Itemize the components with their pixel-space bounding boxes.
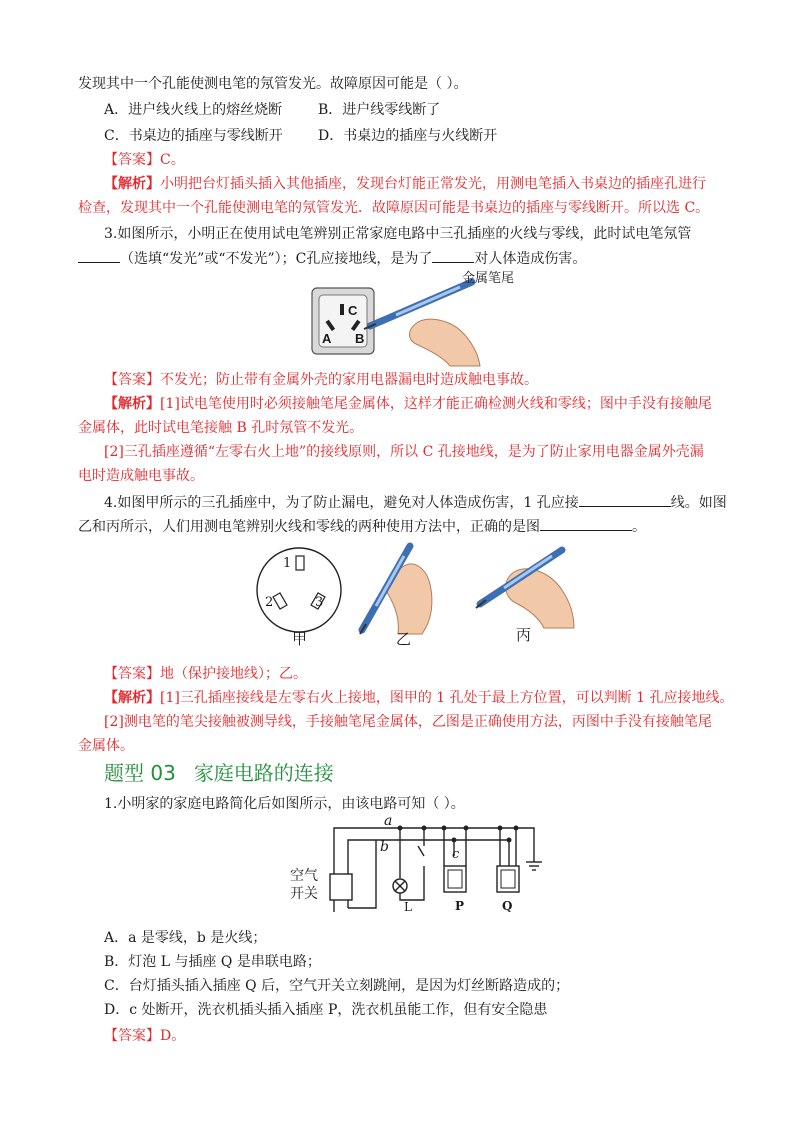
label-lamp-l: L bbox=[404, 900, 412, 914]
circuit-diagram bbox=[284, 816, 554, 916]
label-c: c bbox=[452, 847, 460, 862]
label-socket-q: Q bbox=[502, 899, 513, 913]
label-switch-1: 空气 bbox=[290, 867, 318, 883]
label-b: b bbox=[380, 839, 389, 855]
analysis-text: 小明把台灯插头插入其他插座，发现台灯能正常发光，用测电笔插入书桌边的插座孔进行 bbox=[160, 176, 706, 192]
answer-tag: 【答案】 bbox=[104, 372, 160, 388]
q1-option-b: B．灯泡 L 与插座 Q 是串联电路； bbox=[104, 954, 321, 970]
q3-analysis-line-3: [2]三孔插座遵循“左零右火上地”的接线原则，所以 C 孔接地线，是为了防止家用电器金属外壳漏 bbox=[104, 444, 704, 460]
label-switch-2: 开关 bbox=[290, 885, 318, 901]
option-c: C．书桌边的插座与零线断开 bbox=[104, 128, 283, 144]
q1-option-c: C．台灯插头插入插座 Q 后，空气开关立刻跳闸，是因为灯丝断路造成的； bbox=[104, 978, 570, 994]
pen-figure-yi bbox=[352, 538, 442, 638]
q4-line-1b: 线。如图 bbox=[670, 495, 727, 511]
hole-2-label: 2 bbox=[265, 595, 274, 610]
pen-figure-bing bbox=[470, 542, 580, 632]
answer-line bbox=[104, 150, 185, 170]
q3-line-2a: （选填“发光”或“不发光”）；C孔应接地线，是为了 bbox=[120, 251, 433, 267]
label-hole-b: B bbox=[355, 331, 365, 346]
caption-jia: 甲 bbox=[292, 630, 308, 648]
section-title: 家庭电路的连接 bbox=[193, 761, 334, 785]
q1-answer-line bbox=[104, 1026, 185, 1046]
q4-analysis-line-3: 金属体。 bbox=[78, 738, 134, 754]
label-socket-p: P bbox=[455, 899, 465, 913]
q4-answer-line bbox=[104, 664, 307, 684]
analysis-line-1 bbox=[104, 174, 706, 194]
analysis-tag: 【解析】 bbox=[104, 176, 160, 192]
q4-analysis-line-1 bbox=[104, 688, 733, 708]
q3-analysis-line-2: 金属体，此时试电笔接触 B 孔时氖管不发光。 bbox=[78, 420, 364, 436]
option-d: D．书桌边的插座与火线断开 bbox=[318, 128, 498, 144]
answer-text: D。 bbox=[160, 1028, 186, 1044]
answer-text: 地（保护接地线）；乙。 bbox=[160, 666, 307, 682]
caption-yi: 乙 bbox=[396, 630, 412, 648]
blank-1 bbox=[579, 492, 671, 507]
q3-line-1: 3.如图所示，小明正在使用试电笔辨别正常家庭电路中三孔插座的火线与零线，此时试电笔氖管 bbox=[104, 226, 692, 242]
option-a: A．进户线火线上的熔丝烧断 bbox=[104, 102, 283, 118]
question-stem-tail: 发现其中一个孔能使测电笔的氖管发光。故障原因可能是（ ）。 bbox=[78, 76, 468, 92]
socket-figure-jia bbox=[252, 540, 352, 640]
blank-2 bbox=[432, 248, 474, 263]
answer-tag: 【答案】 bbox=[104, 666, 160, 682]
label-hole-a: A bbox=[322, 331, 332, 346]
section-number: 题型 03 bbox=[104, 761, 176, 785]
q4-line-2b: 。 bbox=[632, 519, 646, 535]
label-hole-c: C bbox=[348, 303, 358, 318]
q1-option-d: D．c 处断开，洗衣机插头插入插座 P，洗衣机虽能工作，但有安全隐患 bbox=[104, 1002, 548, 1018]
section-heading bbox=[104, 760, 334, 786]
analysis-text: [1]试电笔使用时必须接触笔尾金属体，这样才能正确检测火线和零线；图中手没有接触尾 bbox=[160, 396, 712, 412]
q4-line-1 bbox=[104, 492, 727, 513]
blank-2 bbox=[540, 516, 632, 531]
q3-line-2b: 对人体造成伤害。 bbox=[474, 251, 587, 267]
option-b: B．进户线零线断了 bbox=[318, 102, 441, 118]
hole-1-label: 1 bbox=[283, 556, 292, 571]
analysis-tag: 【解析】 bbox=[104, 396, 160, 412]
q4-line-2 bbox=[78, 516, 646, 537]
q4-line-1a: 4.如图甲所示的三孔插座中，为了防止漏电，避免对人体造成伤害，1 孔应接 bbox=[104, 495, 579, 511]
caption-bing: 丙 bbox=[516, 626, 532, 644]
answer-text: 不发光；防止带有金属外壳的家用电器漏电时造成触电事故。 bbox=[160, 372, 538, 388]
q3-analysis-line-1 bbox=[104, 394, 712, 414]
q3-answer-line bbox=[104, 370, 538, 390]
q3-analysis-line-4: 电时造成触电事故。 bbox=[78, 468, 204, 484]
answer-text: C。 bbox=[160, 152, 185, 168]
label-pen-tail: 金属笔尾 bbox=[462, 271, 515, 286]
q4-analysis-line-2: [2]测电笔的笔尖接触被测导线，手接触笔尾金属体，乙图是正确使用方法，丙图中手没有接触笔尾 bbox=[104, 714, 712, 730]
q1-option-a: A．a 是零线，b 是火线； bbox=[104, 930, 267, 946]
q3-line-2 bbox=[78, 248, 586, 269]
blank-1 bbox=[78, 248, 120, 263]
label-a: a bbox=[384, 813, 393, 829]
hole-3-label: 3 bbox=[315, 595, 324, 610]
q1-stem: 1.小明家的家庭电路简化后如图所示，由该电路可知（ ）。 bbox=[104, 796, 465, 812]
answer-tag: 【答案】 bbox=[104, 152, 160, 168]
analysis-text: [1]三孔插座接线是左零右火上接地，图甲的 1 孔处于最上方位置，可以判断 1 孔应接地线。 bbox=[160, 690, 734, 706]
analysis-tag: 【解析】 bbox=[104, 690, 160, 706]
answer-tag: 【答案】 bbox=[104, 1028, 160, 1044]
q4-line-2a: 乙和丙所示，人们用测电笔辨别火线和零线的两种使用方法中，正确的是图 bbox=[78, 519, 540, 535]
analysis-line-2: 检查，发现其中一个孔能使测电笔的氖管发光．故障原因可能是书桌边的插座与零线断开。所以选 C。 bbox=[78, 200, 710, 216]
